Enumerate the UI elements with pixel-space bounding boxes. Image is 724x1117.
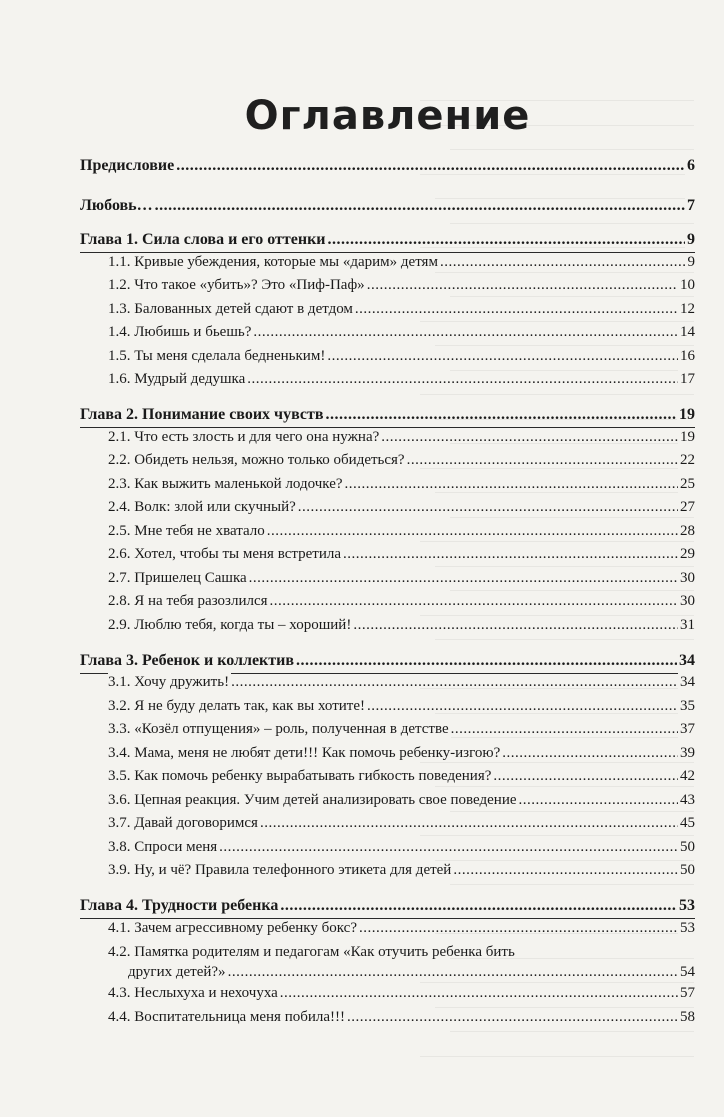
toc-leader-dots <box>155 196 685 216</box>
toc-chapter-label: Глава 1. Сила слова и его оттенки <box>80 231 326 248</box>
toc-section-label: 3.4. Мама, меня не любят дети!!! Как помочь ребенку-изгою? <box>108 744 501 761</box>
toc-section-label: 2.7. Пришелец Сашка <box>108 569 247 586</box>
toc-page-number: 19 <box>679 406 695 423</box>
toc-chapter-label: Любовь… <box>80 197 153 214</box>
toc-section[interactable] <box>80 788 695 812</box>
toc-page-number: 6 <box>687 157 695 174</box>
toc-section-label: 1.6. Мудрый дедушка <box>108 371 246 388</box>
toc-section[interactable] <box>80 344 695 368</box>
toc-section[interactable] <box>80 496 695 520</box>
toc-section[interactable] <box>80 942 695 982</box>
toc-leader-dots <box>326 405 677 425</box>
toc-page-number: 39 <box>680 744 695 761</box>
toc-page-number: 43 <box>680 791 695 808</box>
toc-page-number: 45 <box>680 815 695 832</box>
toc-leader-dots <box>345 475 678 493</box>
toc-leader-dots <box>493 767 678 785</box>
toc-section-label: 3.1. Хочу дружить! <box>108 674 230 691</box>
toc-leader-dots <box>519 791 678 809</box>
toc-leader-dots <box>298 498 678 516</box>
toc-section-label: 3.6. Цепная реакция. Учим детей анализировать свое поведение <box>108 791 517 808</box>
toc-section[interactable] <box>80 718 695 742</box>
toc-section-label: 1.2. Что такое «убить»? Это «Пиф-Паф» <box>108 277 365 294</box>
toc-leader-dots <box>253 323 678 341</box>
toc-section[interactable] <box>80 425 695 449</box>
toc-section[interactable] <box>80 566 695 590</box>
toc-section[interactable] <box>80 916 695 940</box>
toc-page-number: 29 <box>680 546 695 563</box>
toc-leader-dots <box>249 569 678 587</box>
toc-page-number: 50 <box>680 862 695 879</box>
toc-leader-dots <box>327 347 678 365</box>
toc-section-label: 2.2. Обидеть нельзя, можно только обидеться? <box>108 452 405 469</box>
toc-section-label: 3.2. Я не буду делать так, как вы хотите! <box>108 697 365 714</box>
toc-section-label: 2.4. Волк: злой или скучный? <box>108 499 296 516</box>
bleed-line <box>420 1056 694 1057</box>
toc-chapter-label: Глава 4. Трудности ребенка <box>80 897 279 914</box>
toc-leader-dots <box>328 230 685 250</box>
toc-page-number: 53 <box>680 919 695 936</box>
toc-page-number: 54 <box>680 963 695 980</box>
toc-section-label: 2.3. Как выжить маленькой лодочке? <box>108 475 343 492</box>
toc-section-label-cont: других детей?» <box>128 963 226 980</box>
toc-page-number: 7 <box>687 197 695 214</box>
toc-section[interactable] <box>80 812 695 836</box>
toc-section-label: 4.3. Неслыхуха и нехочуха <box>108 985 278 1002</box>
toc-leader-dots <box>260 814 678 832</box>
toc-section-label: 4.2. Памятка родителям и педагогам «Как отучить ребенка бить <box>108 943 515 960</box>
toc-leader-dots <box>407 451 678 469</box>
toc-leader-dots <box>453 861 678 879</box>
toc-section-label: 1.5. Ты меня сделала бедненьким! <box>108 347 326 364</box>
toc-leader-dots <box>440 253 686 271</box>
toc-chapter[interactable] <box>80 405 695 425</box>
toc-section[interactable] <box>80 472 695 496</box>
toc-leader-dots <box>280 896 677 916</box>
toc-section[interactable] <box>80 274 695 298</box>
toc-page-number: 25 <box>680 475 695 492</box>
toc-page-number: 14 <box>680 324 695 341</box>
toc-section-label: 2.8. Я на тебя разозлился <box>108 593 268 610</box>
toc-page-number: 37 <box>680 721 695 738</box>
toc-page-number: 31 <box>680 616 695 633</box>
toc-section-label: 3.8. Спроси меня <box>108 838 218 855</box>
toc-section[interactable] <box>80 250 695 274</box>
toc-leader-dots <box>176 156 685 176</box>
toc-section-label: 1.3. Балованных детей сдают в детдом <box>108 300 353 317</box>
toc-section-label: 3.5. Как помочь ребенку вырабатывать гибкость поведения? <box>108 768 492 785</box>
toc-section-label: 4.1. Зачем агрессивному ребенку бокс? <box>108 919 357 936</box>
toc-leader-dots <box>267 522 678 540</box>
toc-chapter-label: Глава 3. Ребенок и коллектив <box>80 651 294 669</box>
toc-chapter[interactable] <box>80 896 695 916</box>
toc-page-number: 53 <box>679 897 695 914</box>
toc-leader-dots <box>231 673 678 691</box>
toc-section-label: 2.5. Мне тебя не хватало <box>108 522 265 539</box>
toc-leader-dots <box>280 984 678 1002</box>
toc-page-number: 34 <box>679 651 695 669</box>
toc-section-label: 4.4. Воспитательница меня побила!!! <box>108 1008 346 1025</box>
toc-page-number: 30 <box>680 569 695 586</box>
toc-section[interactable] <box>80 741 695 765</box>
toc-section[interactable] <box>80 297 695 321</box>
toc-section-label: 3.3. «Козёл отпущения» – роль, полученная в детстве <box>108 721 449 738</box>
toc-page-number: 35 <box>680 697 695 714</box>
toc-page-number: 9 <box>687 231 695 248</box>
toc-section[interactable] <box>80 590 695 614</box>
toc-section-label: 2.1. Что есть злость и для чего она нужна? <box>108 428 380 445</box>
toc-section[interactable] <box>80 519 695 543</box>
toc-section[interactable] <box>80 859 695 883</box>
toc-section[interactable] <box>80 835 695 859</box>
toc-leader-dots <box>347 1008 678 1026</box>
toc-leader-dots <box>270 592 678 610</box>
toc-section[interactable] <box>80 613 695 637</box>
toc-page-number: 27 <box>680 499 695 516</box>
toc-leader-dots <box>381 428 678 446</box>
toc-leader-dots <box>219 838 678 856</box>
toc-chapter-label: Глава 2. Понимание своих чувств <box>80 406 324 423</box>
toc-page-number: 42 <box>680 768 695 785</box>
toc-section[interactable] <box>80 368 695 392</box>
toc-page-number: 9 <box>687 253 695 270</box>
toc-section-label: 1.4. Любишь и бьешь? <box>108 324 252 341</box>
toc-section[interactable] <box>80 982 695 1006</box>
toc-page-number: 58 <box>680 1008 695 1025</box>
toc-leader-dots <box>367 276 678 294</box>
toc-chapter[interactable] <box>80 230 695 250</box>
toc-page-number: 57 <box>680 985 695 1002</box>
toc-page-number: 30 <box>680 593 695 610</box>
toc-leader-dots <box>367 697 678 715</box>
toc-section[interactable] <box>80 671 695 695</box>
toc-section[interactable] <box>80 543 695 567</box>
toc-page-number: 22 <box>680 452 695 469</box>
toc-chapter[interactable] <box>80 196 695 216</box>
toc-page-number: 34 <box>680 674 695 691</box>
toc-page-number: 19 <box>680 428 695 445</box>
toc-leader-dots <box>451 720 678 738</box>
toc-chapter[interactable] <box>80 156 695 176</box>
toc-list <box>80 156 695 1029</box>
toc-section[interactable] <box>80 321 695 345</box>
toc-leader-dots <box>355 300 678 318</box>
toc-section[interactable] <box>80 694 695 718</box>
page-title: Оглавление <box>244 93 531 139</box>
toc-section[interactable] <box>80 449 695 473</box>
toc-leader-dots <box>296 651 677 671</box>
toc-section[interactable] <box>80 1005 695 1029</box>
toc-leader-dots <box>343 545 678 563</box>
toc-leader-dots <box>228 964 678 982</box>
bleed-line <box>450 1031 694 1032</box>
toc-page-number: 50 <box>680 838 695 855</box>
toc-section-label: 2.9. Люблю тебя, когда ты – хороший! <box>108 616 352 633</box>
toc-page-number: 12 <box>680 300 695 317</box>
toc-leader-dots <box>502 744 678 762</box>
toc-leader-dots <box>359 919 678 937</box>
toc-section-label: 3.9. Ну, и чё? Правила телефонного этикета для детей <box>108 862 452 879</box>
toc-section[interactable] <box>80 765 695 789</box>
toc-page-number: 16 <box>680 347 695 364</box>
toc-leader-dots <box>353 616 678 634</box>
toc-section-label: 1.1. Кривые убеждения, которые мы «дарим» детям <box>108 253 438 270</box>
toc-section-label: 2.6. Хотел, чтобы ты меня встретила <box>108 546 341 563</box>
toc-section-label: 3.7. Давай договоримся <box>108 815 258 832</box>
toc-leader-dots <box>247 370 678 388</box>
toc-page-number: 28 <box>680 522 695 539</box>
toc-page-number: 10 <box>680 277 695 294</box>
toc-chapter[interactable] <box>80 651 695 671</box>
toc-chapter-label: Предисловие <box>80 157 175 174</box>
toc-page-number: 17 <box>680 371 695 388</box>
table-of-contents <box>80 86 695 1029</box>
